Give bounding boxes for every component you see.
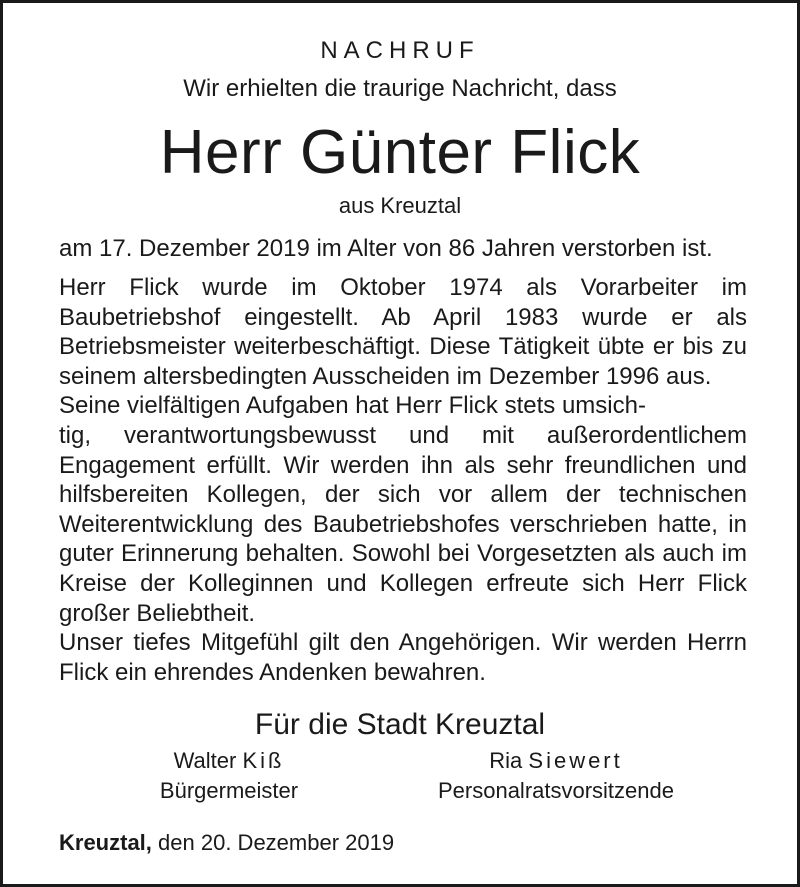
notice-header: NACHRUF <box>320 37 480 64</box>
signer-mayor-role: Bürgermeister <box>159 778 299 803</box>
paragraph-character-start: Seine vielfältigen Aufgaben hat Herr Flick stets <box>59 392 556 420</box>
paragraph-character <box>59 391 747 628</box>
deceased-name: Herr Günter Flick <box>159 118 641 187</box>
signer-mayor-first: Walter <box>173 748 237 773</box>
signer-council-first: Ria <box>489 748 523 773</box>
place-name: Kreuztal, <box>59 830 152 855</box>
signer-mayor-name <box>95 748 363 774</box>
intro-line: Wir erhielten die traurige Nachricht, dass <box>183 75 617 102</box>
origin-line: aus Kreuztal <box>338 193 462 218</box>
signer-mayor-last: Kiß <box>242 748 285 773</box>
death-date-line: am 17. Dezember 2019 im Alter von 86 Jahren verstorben ist. <box>59 235 713 262</box>
paragraph-condolence: Unser tiefes Mitgefühl gilt den Angehörigen. Wir werden Herrn Flick ein ehrendes Andenken bewahren. <box>59 629 747 686</box>
signer-council-last: Siewert <box>528 748 623 773</box>
obituary-body <box>59 273 747 687</box>
signature-heading: Für die Stadt Kreuztal <box>254 708 546 741</box>
place-date-line <box>59 830 394 856</box>
signer-council-role: Personalratsvorsitzende <box>437 778 674 803</box>
hyphenated-word: umsich- tig, <box>59 392 646 449</box>
issue-date: den 20. Dezember 2019 <box>158 830 395 855</box>
signer-council-name <box>403 748 709 774</box>
paragraph-career: Herr Flick wurde im Oktober 1974 als Vorarbeiter im Baubetriebshof eingestellt. Ab April 1983 wurde er als Betriebsmeister weiterbeschäftigt. Diese Tätigkeit übte er bis zu seinem altersbedingten Ausscheiden im Dezember 1996 aus. <box>59 274 747 390</box>
paragraph-character-rest: verantwortungsbewusst und mit außerordentlichem Engagement erfüllt. Wir werden ihn als sehr freundlichen und hilfsbereiten Kollegen, der sich vor allem der technischen Weiterentwicklung des Baubetriebshofes verschrieben hatte, in guter Erinnerung behalten. Sowohl bei Vorgesetzten als auch im Kreise der Kolleginnen und Kollegen erfreute sich Herr Flick großer Beliebtheit. <box>59 421 748 627</box>
